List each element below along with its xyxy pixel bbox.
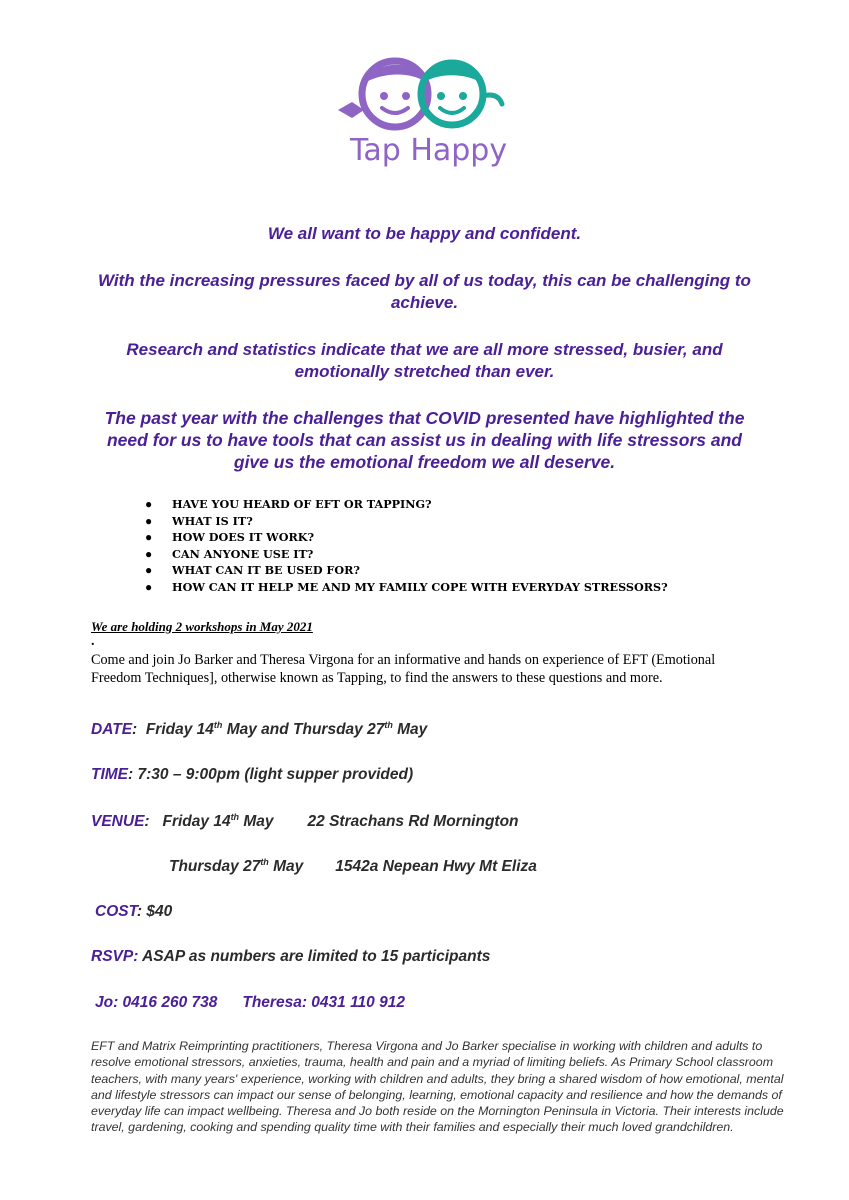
list-item <box>145 513 668 530</box>
venue-line-2 <box>169 857 537 876</box>
rsvp-line <box>91 948 490 966</box>
venue2-month: May <box>268 858 304 876</box>
cost-line: COST: $40 <box>95 903 173 920</box>
ordinal-suffix: th <box>230 812 240 822</box>
date-label: DATE <box>91 721 133 739</box>
time-label: TIME <box>91 766 129 783</box>
cost-value: $40 <box>146 903 173 920</box>
question-text: WHAT CAN IT BE USED FOR? <box>172 563 360 578</box>
venue1-place: 22 Strachans Rd Mornington <box>307 813 519 831</box>
workshops-heading: We are holding 2 workshops in May 2021 <box>91 619 313 634</box>
intro-line-4: The past year with the challenges that COVID presented have highlighted the need for us to have tools that can assist us in dealing with life stressors and give us the emotional freedom we all deserve. <box>104 408 745 472</box>
venue2-place: 1542a Nepean Hwy Mt Eliza <box>335 858 537 876</box>
time-value: 7:30 – 9:00pm (light supper provided) <box>137 766 414 783</box>
venue-line-1: VENUE: Friday 14th May 22 Strachans Rd Mornington <box>91 812 519 831</box>
contact-jo: Jo: 0416 260 738 <box>95 994 218 1011</box>
invite-paragraph: Come and join Jo Barker and Theresa Virgona for an informative and hands on experience of EFT (Emotional Freedom Techniques], otherwise known as Tapping, to find the answers to these questions and more. <box>91 652 716 686</box>
intro-line-2: With the increasing pressures faced by all of us today, this can be challenging to achieve. <box>98 271 751 312</box>
bullet-icon: ● <box>145 563 153 578</box>
date-first-day: Friday 14 <box>145 721 214 739</box>
rsvp-value: ASAP as numbers are limited to 15 participants <box>142 948 491 965</box>
bullet-icon: ● <box>145 497 153 511</box>
list-item <box>145 562 668 579</box>
bullet-icon: ● <box>145 579 153 594</box>
bullet-icon: ● <box>145 513 153 528</box>
list-item <box>145 579 668 596</box>
date-second-day: May and Thursday 27 <box>222 721 385 739</box>
contact-theresa: Theresa: 0431 110 912 <box>242 994 405 1011</box>
list-item <box>145 546 668 563</box>
intro-line-1: We all want to be happy and confident. <box>267 224 582 243</box>
question-text: HOW CAN IT HELP ME AND MY FAMILY COPE WITH EVERYDAY STRESSORS? <box>172 579 668 594</box>
logo-wordmark: Tap Happy <box>350 133 508 168</box>
intro-line-3: Research and statistics indicate that we are all more stressed, busier, and emotionally stretched than ever. <box>126 340 723 381</box>
time-line: TIME: 7:30 – 9:00pm (light supper provided) <box>91 766 414 783</box>
question-text: CAN ANYONE USE IT? <box>172 546 314 561</box>
venue-label: VENUE <box>91 813 145 831</box>
date-line: DATE: Friday 14th May and Thursday 27th May <box>91 720 428 739</box>
question-text: HAVE YOU HEARD OF EFT OR TAPPING? <box>172 497 432 511</box>
question-text: WHAT IS IT? <box>172 513 253 528</box>
list-item <box>145 496 668 513</box>
rsvp-label: RSVP: <box>91 948 139 965</box>
cost-label: COST <box>95 903 137 920</box>
tap-happy-logo <box>330 52 510 192</box>
list-item <box>145 529 668 546</box>
contact-line <box>95 994 405 1012</box>
ordinal-suffix: th <box>384 720 393 730</box>
ordinal-suffix: th <box>260 857 269 867</box>
question-list <box>145 496 668 596</box>
logo-faces-icon <box>330 52 510 192</box>
venue1-day: Friday 14 <box>162 813 231 831</box>
venue2-day: Thursday 27 <box>169 858 261 876</box>
bullet-icon: ● <box>145 530 153 545</box>
stray-dot: . <box>91 634 95 649</box>
question-text: HOW DOES IT WORK? <box>172 530 315 545</box>
date-month: May <box>392 721 428 739</box>
bio-paragraph: EFT and Matrix Reimprinting practitioners, Theresa Virgona and Jo Barker specialise in working with children and adults to resolve emotional stressors, anxieties, trauma, health and pain and a myriad of limiting beliefs. As Primary School classroom teachers, with many years' experience, working with children and adults, they bring a shared wisdom of how emotional, mental and lifestyle stressors can impact our sense of belonging, learning, emotional capacity and resilience and how the demands of everyday life can impact wellbeing. Theresa and Jo both reside on the Mornington Peninsula in Victoria. Their interests include travel, gardening, cooking and spending quality time with their families and especially their much loved grandchildren. <box>91 1039 784 1135</box>
venue1-month: May <box>239 813 274 831</box>
bullet-icon: ● <box>145 546 153 561</box>
ordinal-suffix: th <box>213 720 223 730</box>
